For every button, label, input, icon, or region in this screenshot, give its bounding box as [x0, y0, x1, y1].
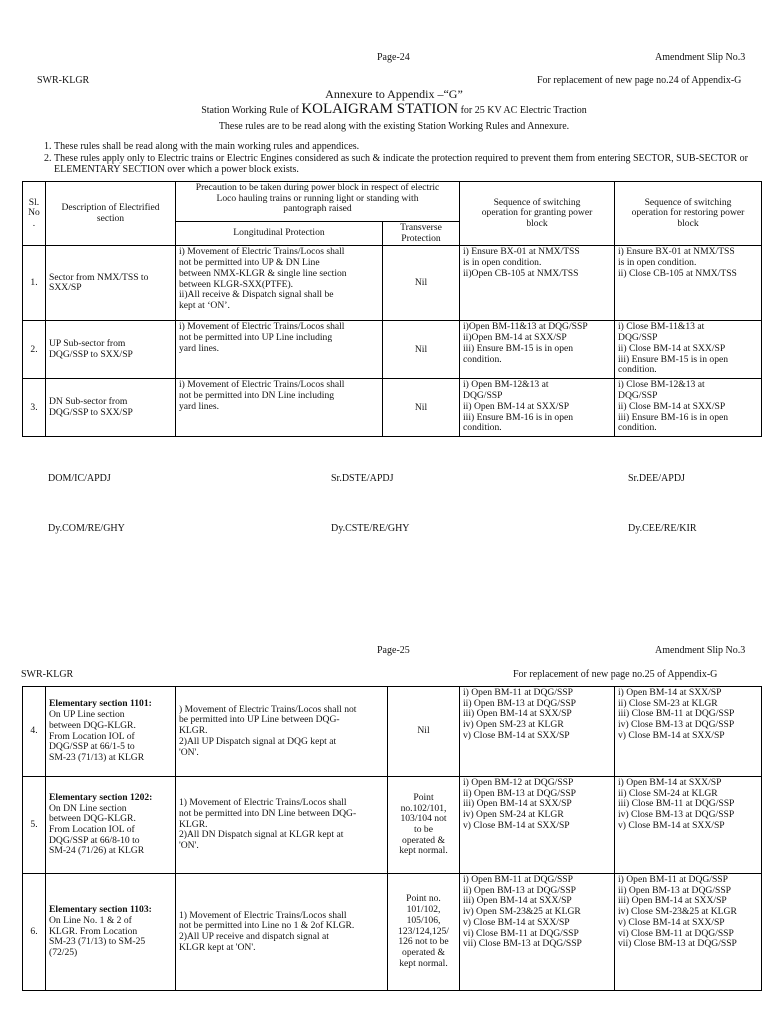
station-name: KOLAIGRAM STATION [301, 101, 459, 117]
row-sl-no: 2. [23, 321, 46, 379]
row-granting-sequence: i) Ensure BX-01 at NMX/TSS is in open condition. ii)Open CB-105 at NMX/TSS [460, 246, 615, 321]
replacement-note: For replacement of new page no.24 of Appendix-G [537, 75, 742, 86]
row-restoring-sequence: i) Ensure BX-01 at NMX/TSS is in open condition. ii) Close CB-105 at NMX/TSS [615, 246, 762, 321]
annexure-title: Annexure to Appendix –“G” [325, 87, 463, 101]
row-longitudinal-protection: i) Movement of Electric Trains/Locos shall not be permitted into UP & DN Line between NMX-KLGR & single line section between KLGR-SXX(PTFE). ii)All receive & Dispatch signal shall be kept at ‘ON’. [176, 246, 383, 321]
power-block-table [22, 181, 762, 437]
elementary-section-heading: Elementary section 1202: [49, 791, 153, 803]
row-transverse-protection: Nil [383, 246, 460, 321]
table-row [23, 777, 762, 874]
table-row [23, 379, 762, 437]
header-sl-no: Sl. No . [23, 182, 46, 246]
swr-prefix: Station Working Rule of [201, 105, 299, 116]
row-description: Elementary section 1101: On UP Line section between DQG-KLGR. From Location IOL of DQG/SSP at 66/1-5 to SM-23 (71/13) at KLGR [46, 687, 176, 777]
row-description: UP Sub-sector from DQG/SSP to SXX/SP [46, 321, 176, 379]
row-sl-no: 5. [23, 777, 46, 874]
page-number: Page-24 [377, 52, 410, 63]
amendment-slip: Amendment Slip No.3 [655, 52, 746, 63]
signatory: Sr.DEE/APDJ [628, 473, 685, 484]
row-transverse-protection: Point no.102/101, 103/104 not to be operated & kept normal. [388, 777, 460, 874]
row-restoring-sequence: i) Close BM-12&13 at DQG/SSP ii) Close BM-14 at SXX/SP iii) Ensure BM-16 is in open condition. [615, 379, 762, 437]
header-description: Description of Electrified section [46, 182, 176, 246]
row-restoring-sequence: i) Open BM-14 at SXX/SP ii) Close SM-23 at KLGR iii) Close BM-11 at DQG/SSP iv) Close BM-13 at DQG/SSP v) Close BM-14 at SXX/SP [615, 687, 762, 777]
row-longitudinal-protection: 1) Movement of Electric Trains/Locos shall not be permitted into Line no 1 & 2of KLGR. 2)All UP receive and dispatch signal at KLGR kept at 'ON'. [176, 874, 388, 991]
row-sl-no: 4. [23, 687, 46, 777]
header-longitudinal: Longitudinal Protection [176, 222, 383, 246]
division-code: SWR-KLGR [37, 75, 90, 86]
station-working-rule-title [0, 101, 768, 118]
signatory: DOM/IC/APDJ [48, 473, 111, 484]
table-row [23, 246, 762, 321]
row-longitudinal-protection: 1) Movement of Electric Trains/Locos shall not be permitted into DN Line between DQG- KLGR. 2)All DN Dispatch signal at KLGR kept at 'ON'. [176, 777, 388, 874]
amendment-slip: Amendment Slip No.3 [655, 645, 746, 656]
swr-suffix: for 25 KV AC Electric Traction [460, 105, 587, 116]
row-transverse-protection: Nil [388, 687, 460, 777]
elementary-section-heading: Elementary section 1103: [49, 904, 152, 916]
header-precaution: Precaution to be taken during power block in respect of electric Loco hauling trains or running light or standing with pantograph raised [176, 182, 460, 222]
row-description: Sector from NMX/TSS to SXX/SP [46, 246, 176, 321]
elementary-section-table [22, 686, 762, 991]
rule-item: 2. These rules apply only to Electric trains or Electric Engines considered as such & indicate the protection required to prevent them from entering SECTOR, SUB-SECTOR or ELEMENTARY SECTION over which a power block exists. [54, 153, 768, 176]
row-granting-sequence: i)Open BM-11&13 at DQG/SSP ii)Open BM-14 at SXX/SP iii) Ensure BM-15 is in open condition. [460, 321, 615, 379]
header-restoring: Sequence of switching operation for restoring power block [615, 182, 762, 246]
row-transverse-protection: Nil [383, 321, 460, 379]
row-restoring-sequence: i) Open BM-14 at SXX/SP ii) Close SM-24 at KLGR iii) Close BM-11 at DQG/SSP iv) Close BM-13 at DQG/SSP v) Close BM-14 at SXX/SP [615, 777, 762, 874]
row-description: Elementary section 1202: On DN Line section between DQG-KLGR. From Location IOL of DQG/SSP at 66/8-10 to SM-24 (71/26) at KLGR [46, 777, 176, 874]
rule-item: 1. These rules shall be read along with the main working rules and appendices. [54, 141, 768, 153]
row-sl-no: 3. [23, 379, 46, 437]
replacement-note: For replacement of new page no.25 of Appendix-G [513, 669, 718, 680]
row-restoring-sequence: i) Open BM-11 at DQG/SSP ii) Open BM-13 at DQG/SSP iii) Open BM-14 at SXX/SP iv) Close SM-23&25 at KLGR v) Close BM-14 at SXX/SP vi) Close BM-11 at DQG/SSP vii) Close BM-13 at DQG/SSP [615, 874, 762, 991]
signatory: Dy.CEE/RE/KIR [628, 523, 697, 534]
row-longitudinal-protection: i) Movement of Electric Trains/Locos shall not be permitted into DN Line including yard lines. [176, 379, 383, 437]
row-granting-sequence: i) Open BM-12 at DQG/SSP ii) Open BM-13 at DQG/SSP iii) Open BM-14 at SXX/SP iv) Open SM-24 at KLGR v) Close BM-14 at SXX/SP [460, 777, 615, 874]
row-restoring-sequence: i) Close BM-11&13 at DQG/SSP ii) Close BM-14 at SXX/SP iii) Ensure BM-15 is in open condition. [615, 321, 762, 379]
table-row [23, 321, 762, 379]
row-description: DN Sub-sector from DQG/SSP to SXX/SP [46, 379, 176, 437]
read-along-note: These rules are to be read along with the existing Station Working Rules and Annexure. [218, 121, 570, 132]
row-transverse-protection: Nil [383, 379, 460, 437]
row-description: Elementary section 1103: On Line No. 1 & 2 of KLGR. From Location SM-23 (71/13) to SM-25 (72/25) [46, 874, 176, 991]
header-granting: Sequence of switching operation for granting power block [460, 182, 615, 246]
row-sl-no: 6. [23, 874, 46, 991]
division-code: SWR-KLGR [21, 669, 74, 680]
table-row [23, 687, 762, 777]
row-sl-no: 1. [23, 246, 46, 321]
signatory: Dy.CSTE/RE/GHY [331, 523, 410, 534]
row-longitudinal-protection: ) Movement of Electric Trains/Locos shall not be permitted into UP Line between DQG- KLGR. 2)All UP Dispatch signal at DQG kept at 'ON'. [176, 687, 388, 777]
row-granting-sequence: i) Open BM-11 at DQG/SSP ii) Open BM-13 at DQG/SSP iii) Open BM-14 at SXX/SP iv) Open SM-23 at KLGR v) Close BM-14 at SXX/SP [460, 687, 615, 777]
elementary-section-heading: Elementary section 1101: [49, 698, 152, 710]
row-granting-sequence: i) Open BM-11 at DQG/SSP ii) Open BM-13 at DQG/SSP iii) Open BM-14 at SXX/SP iv) Open SM-23&25 at KLGR v) Close BM-14 at SXX/SP vi) Close BM-11 at DQG/SSP vii) Close BM-13 at DQG/SSP [460, 874, 615, 991]
page-number: Page-25 [377, 645, 410, 656]
rules-list [40, 141, 768, 176]
row-transverse-protection: Point no. 101/102, 105/106, 123/124,125/ 126 not to be operated & kept normal. [388, 874, 460, 991]
signatory: Dy.COM/RE/GHY [48, 523, 125, 534]
header-transverse: Transverse Protection [383, 222, 460, 246]
row-granting-sequence: i) Open BM-12&13 at DQG/SSP ii) Open BM-14 at SXX/SP iii) Ensure BM-16 is in open condition. [460, 379, 615, 437]
signatory: Sr.DSTE/APDJ [331, 473, 394, 484]
table-row [23, 874, 762, 991]
row-longitudinal-protection: i) Movement of Electric Trains/Locos shall not be permitted into UP Line including yard lines. [176, 321, 383, 379]
